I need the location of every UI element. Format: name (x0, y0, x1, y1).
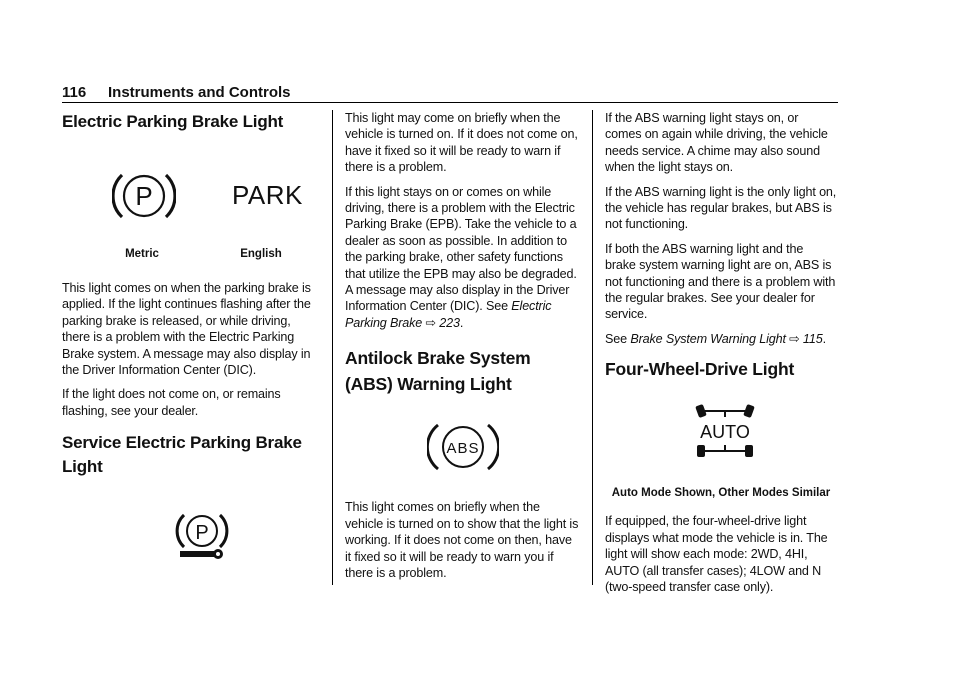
heading-service-electric-parking-brake-light: Service Electric Parking Brake Light (62, 433, 302, 477)
svg-text:P: P (135, 181, 153, 211)
svg-text:AUTO: AUTO (700, 422, 750, 443)
abs-warning-icon (427, 421, 499, 473)
page-number: 116 (62, 84, 87, 101)
column-2 (345, 110, 580, 589)
paragraph: If this light stays on or comes on while driving, there is a problem with the Electric Parking Brake (EPB). Take the vehicle to a dealer as soon as possible. In addition to the parking brake, other safety functions that utilize the EPB may also be degraded. (345, 184, 577, 281)
parking-brake-icons (62, 134, 317, 260)
service-parking-brake-icon (174, 509, 230, 561)
four-wheel-drive-icon-row (605, 381, 837, 481)
heading-abs-warning-light: Antilock Brake System (ABS) Warning Light (345, 348, 531, 395)
page-ref-arrow-icon: ⇨ (425, 315, 436, 330)
page-ref-arrow-icon: ⇨ (789, 331, 800, 346)
parking-brake-metric-icon (112, 166, 176, 226)
abs-icon-row (345, 397, 580, 499)
paragraph: If the light does not come on, or remains flashing, see your dealer. (62, 387, 281, 418)
caption-auto-mode: Auto Mode Shown, Other Modes Similar (611, 487, 831, 500)
reference-link-electric-parking-brake[interactable]: Electric Parking Brake (345, 299, 552, 330)
page-reference[interactable]: 115 (802, 331, 823, 346)
column-3 (605, 110, 837, 603)
column-1 (62, 110, 317, 559)
paragraph: If the ABS warning light is the only light on, the vehicle has regular brakes, but ABS is not functioning. (605, 184, 837, 232)
paragraph: If the ABS warning light stays on, or comes on again while driving, the vehicle needs service. A chime may also sound when the light stays on. (605, 111, 828, 175)
column-divider (332, 110, 333, 585)
paragraph: This light comes on when the parking brake is applied. If the light continues flashing after the parking brake is released, or while driving, there is a problem with the Electric Parking Brake system. A message may also display in the Driver Information Center (DIC). (62, 281, 311, 378)
paragraph: If both the ABS warning light and the brake system warning light are on, ABS is not functioning and there is a problem with the regular brakes. See your dealer for service. (605, 241, 836, 322)
paragraph: A message may also display in the Driver Information Center (DIC). See Electric Parking Brake ⇨ 223. (345, 283, 570, 330)
svg-text:ABS: ABS (446, 440, 480, 458)
svg-text:P: P (195, 522, 209, 545)
service-brake-icon-row (62, 479, 317, 559)
paragraph: See Brake System Warning Light ⇨ 115. (605, 331, 826, 346)
caption-english: English (240, 248, 282, 260)
paragraph: This light comes on briefly when the vehicle is turned on to show that the light is working. If it does not come on then, have it fixed so it will be ready to warn you if there is a problem. (345, 500, 579, 580)
page-header (62, 84, 838, 104)
paragraph: If equipped, the four-wheel-drive light displays what mode the vehicle is in. The light will show each mode: 2WD, 4HI, AUTO (all transfer cases); 4LOW and N (two-speed transfer case only). (605, 514, 828, 594)
four-wheel-drive-auto-icon (693, 401, 757, 461)
reference-link-brake-system-warning-light[interactable]: Brake System Warning Light (630, 331, 786, 346)
header-divider (62, 102, 838, 103)
park-english-icon: PARK (232, 180, 303, 210)
section-title: Instruments and Controls (108, 84, 291, 101)
paragraph: This light may come on briefly when the vehicle is turned on. If it does not come on, have it fixed so it will be ready to warn if there is a problem. (345, 111, 578, 175)
caption-metric: Metric (125, 248, 159, 260)
heading-four-wheel-drive-light: Four-Wheel-Drive Light (605, 359, 795, 380)
column-divider (592, 110, 593, 585)
heading-electric-parking-brake-light: Electric Parking Brake Light (62, 112, 284, 131)
page-reference[interactable]: 223 (439, 315, 460, 330)
